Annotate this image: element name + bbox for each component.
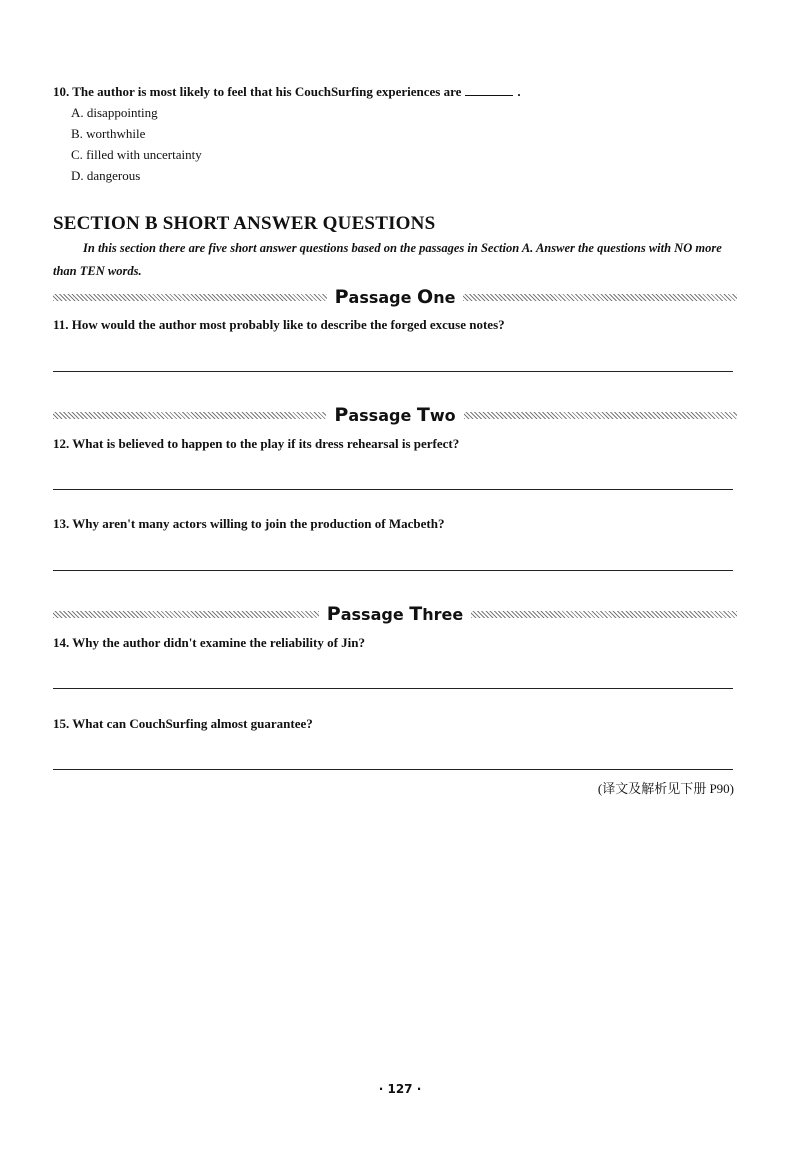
question-13: 13. Why aren't many actors willing to join the production of Macbeth? xyxy=(53,516,445,531)
hatch-divider xyxy=(471,611,737,618)
hatch-divider xyxy=(53,412,326,419)
passage-one-title: Passage One xyxy=(334,286,456,308)
answer-line-12 xyxy=(53,489,733,490)
section-b-instructions xyxy=(53,237,743,283)
passage-three-title: Passage Three xyxy=(326,603,464,625)
passage-three-banner xyxy=(53,604,737,624)
option-b: B. worthwhile xyxy=(71,126,146,141)
option-a: A. disappointing xyxy=(71,105,158,120)
question-14: 14. Why the author didn't examine the reliability of Jin? xyxy=(53,635,366,650)
question-11: 11. How would the author most probably like to describe the forged excuse notes? xyxy=(53,317,505,332)
instructions-text: In this section there are five short answer questions based on the passages in Section A. Answer the questions with NO more than TEN words. xyxy=(53,241,722,278)
passage-two-banner xyxy=(53,405,737,425)
answer-line-11 xyxy=(53,371,733,372)
passage-one-banner xyxy=(53,287,737,307)
option-d: D. dangerous xyxy=(71,168,141,183)
question-10-text: 10. The author is most likely to feel that his CouchSurfing experiences are xyxy=(53,84,462,99)
section-b-title: SECTION B SHORT ANSWER QUESTIONS xyxy=(53,213,436,234)
hatch-divider xyxy=(464,412,737,419)
answer-line-13 xyxy=(53,570,733,571)
translation-reference: (译文及解析见下册 P90) xyxy=(597,781,734,796)
question-15: 15. What can CouchSurfing almost guarantee? xyxy=(53,716,313,731)
option-c: C. filled with uncertainty xyxy=(71,147,202,162)
answer-blank xyxy=(465,85,513,96)
question-10-stem xyxy=(53,84,521,100)
question-12: 12. What is believed to happen to the play if its dress rehearsal is perfect? xyxy=(53,436,460,451)
answer-line-15 xyxy=(53,769,733,770)
passage-two-title: Passage Two xyxy=(334,404,456,426)
hatch-divider xyxy=(53,611,319,618)
question-10-period: . xyxy=(517,84,521,99)
page-number: · 127 · xyxy=(378,1082,422,1096)
hatch-divider xyxy=(463,294,737,301)
answer-line-14 xyxy=(53,688,733,689)
hatch-divider xyxy=(53,294,327,301)
